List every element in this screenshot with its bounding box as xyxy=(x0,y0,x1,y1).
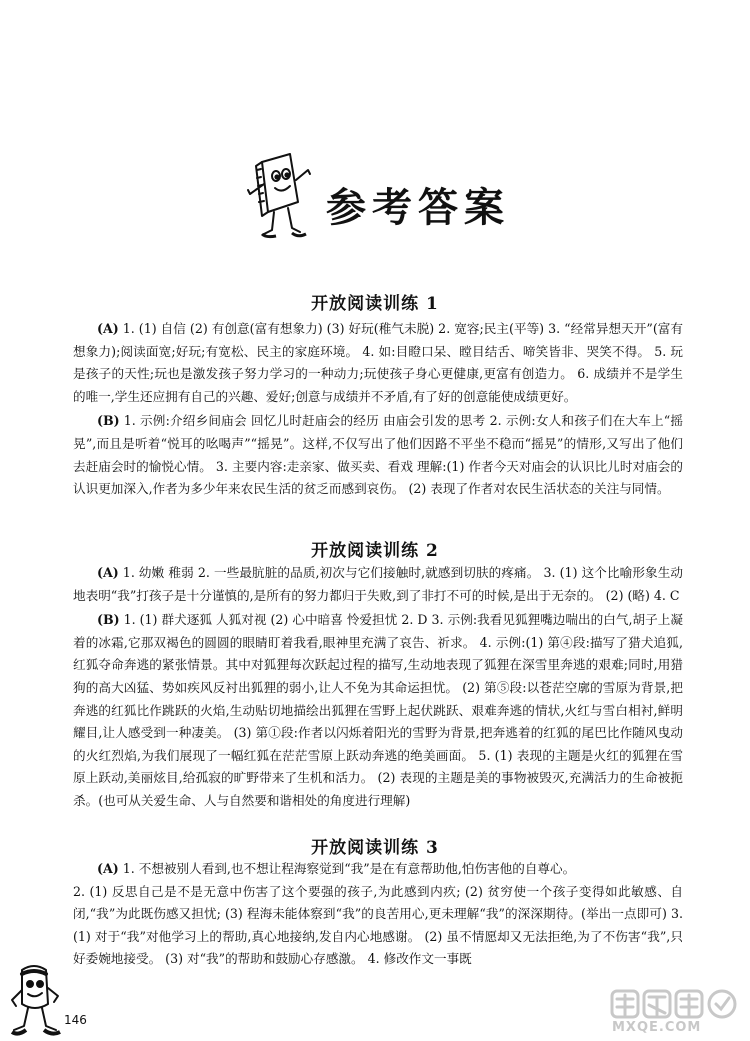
part-b-text: 1. (1) 群犬逐狐 人狐对视 (2) 心中暗喜 怜爱担忧 2. D 3. 示例:我看见狐狸嘴边喘出的白气,胡子上凝着的冰霜,它那双褐色的圆圆的眼睛盯着我看,眼神里充满了哀告、祈求。 4. 示例:(1) 第④段:描写了猎犬追狐,红狐夺命奔逃的紧张情景。其中对狐狸每次跃起过程的描写,生动地表现了狐狸在深雪里奔逃的艰难;同时,用猎狗的高大凶猛、势如疾风反衬出狐狸的弱小,让人不免为其命运担忧。 (2) 第⑤段:以苍茫空廓的雪原为背景,把奔逃的红狐比作跳跃的火焰,生动贴切地描绘出狐狸在雪野上起伏跳跃、艰难奔逃的情状,火红与雪白相衬,鲜明耀目,让人感受到一种凄美。 (3) 第①段:作者以闪烁着阳光的雪野为背景,把奔逃着的红狐的尾巴比作随风曳动的火红烈焰,为我们展现了一幅红狐在茫茫雪原上跃动奔逃的绝美画面。 5. (1) 表现的主题是火红的狐狸在雪原上跃动,美丽炫目,给孤寂的旷野带来了生机和活力。 (2) 表现的主题是美的事物被毁灭,充满活力的生命被扼杀。(也可从关爱生命、人与自然要和谐相处的角度进行理解) xyxy=(73,612,683,808)
section-1-body xyxy=(73,318,683,501)
page-number: 146 xyxy=(64,1013,87,1027)
section-3-part-a xyxy=(73,858,683,881)
section-title-3: 开放阅读训练 3 xyxy=(311,838,439,858)
section-2-body xyxy=(73,562,683,813)
section-1-part-a xyxy=(73,318,683,408)
page-title: 参考答案 xyxy=(326,185,510,231)
section-title-2: 开放阅读训练 2 xyxy=(311,541,439,561)
section-1-part-b xyxy=(73,410,683,500)
part-a-tag: (A) xyxy=(97,861,119,876)
part-a-tag: (A) xyxy=(97,321,119,336)
pencil-mascot-icon xyxy=(8,960,62,1040)
part-a-text: 1. (1) 自信 (2) 有创意(富有想象力) (3) 好玩(稚气未脱) 2. 宽容;民主(平等) 3. “经常异想天开”(富有想象力);阅读面宽;好玩;有宽松、民主的家庭环境。 4. 如:目瞪口呆、瞠目结舌、啼笑皆非、哭笑不得。 5. 玩是孩子的天性;玩也是激发孩子努力学习的一种动力;玩使孩子身心更健康,更富有创造力。 6. 成绩并不是学生的唯一,学生还应拥有自己的兴趣、爱好;创意与成绩并不矛盾,有了好的创意能使成绩更好。 xyxy=(73,321,683,404)
watermark-logo-icon xyxy=(606,985,742,1021)
section-2-part-a xyxy=(73,562,683,607)
book-mascot-icon xyxy=(242,150,316,242)
watermark-text: MXQE.COM xyxy=(612,1020,702,1035)
part-a-text: 1. 幼嫩 稚弱 2. 一些最肮脏的品质,初次与它们接触时,就感到切肤的疼痛。 3. (1) 这个比喻形象生动地表明“我”打孩子是十分谨慎的,是所有的努力都归于失败,到了非打不可的时候,是出于无奈的。 (2) (略) 4. C xyxy=(73,565,683,603)
part-b-tag: (B) xyxy=(97,413,120,429)
part-a-tag: (A) xyxy=(97,565,119,580)
section-3-part-a-continued xyxy=(73,881,683,971)
part-a-text-continued: 2. (1) 反思自己是不是无意中伤害了这个要强的孩子,为此感到内疚; (2) 贫穷使一个孩子变得如此敏感、自闭,“我”为此既伤感又担忧; (3) 程海未能体察到“我”的良苦用心,更未理解“我”的深深期待。(举出一点即可) 3. (1) 对于“我”对他学习上的帮助,真心地接纳,发自内心地感谢。 (2) 虽不情愿却又无法拒绝,为了不伤害“我”,只好委婉地接受。 (3) 对“我”的帮助和鼓励心存感激。 4. 修改作文一事既 xyxy=(73,883,683,967)
section-2-part-b xyxy=(73,609,683,812)
part-a-text: 1. 不想被别人看到,也不想让程海察觉到“我”是在有意帮助他,怕伤害他的自尊心。 xyxy=(118,861,576,876)
section-title-1: 开放阅读训练 1 xyxy=(311,294,439,314)
part-b-tag: (B) xyxy=(97,612,120,628)
section-3-body xyxy=(73,858,683,971)
part-b-text: 1. 示例:介绍乡间庙会 回忆儿时赶庙会的经历 由庙会引发的思考 2. 示例:女人和孩子们在大车上“摇晃”,而且是听着“悦耳的吆喝声”“摇晃”。这样,不仅写出了他们因路不平坐不稳而“摇晃”的情形,又写出了他们去赶庙会时的愉悦心情。 3. 主要内容:走亲家、做买卖、看戏 理解:(1) 作者今天对庙会的认识比儿时对庙会的认识更加深入,作者为多少年来农民生活的贫乏而感到哀伤。 (2) 表现了作者对农民生活状态的关注与同情。 xyxy=(73,413,683,497)
